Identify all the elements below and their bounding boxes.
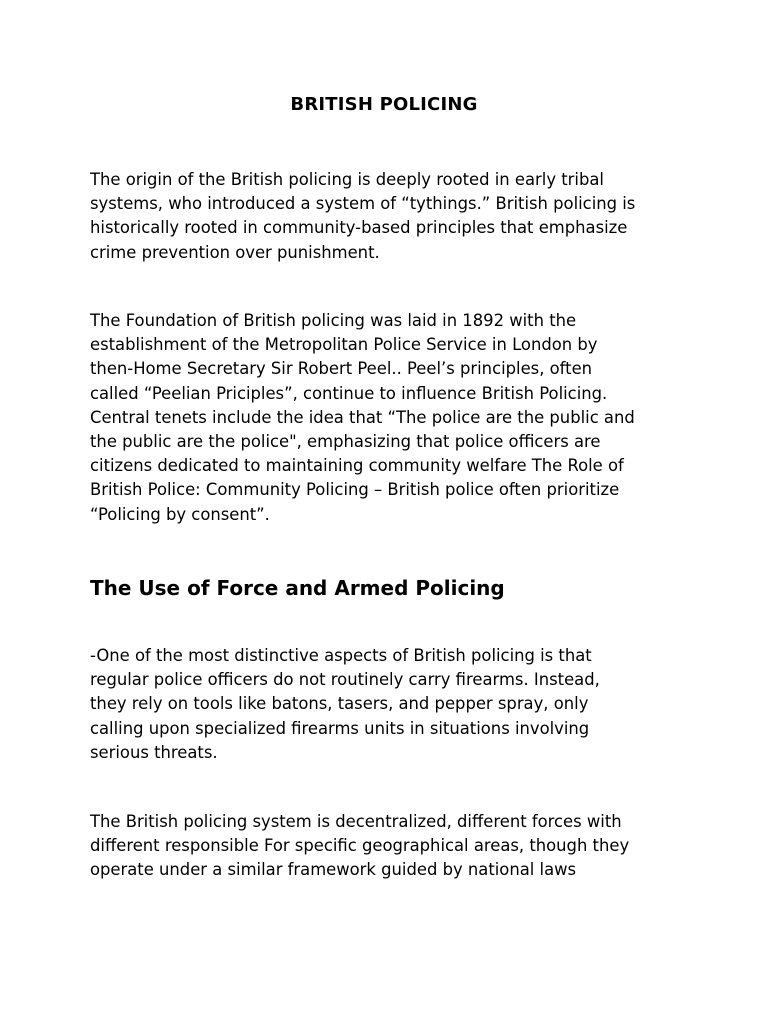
paragraph-line: establishment of the Metropolitan Police Service in London by	[90, 335, 598, 355]
paragraph-origin	[90, 168, 690, 265]
paragraph-line: calling upon specialized firearms units in situations involving	[90, 718, 590, 738]
paragraph-line: crime prevention over punishment.	[90, 242, 380, 262]
paragraph-line: operate under a similar framework guided by national laws	[90, 860, 577, 880]
paragraph-decentralized	[90, 810, 690, 883]
paragraph-line: regular police officers do not routinely carry firearms. Instead,	[90, 670, 600, 690]
paragraph-line: then-Home Secretary Sir Robert Peel.. Peel’s principles, often	[90, 359, 593, 379]
paragraph-line: -One of the most distinctive aspects of British policing is that	[90, 646, 592, 665]
paragraph-line: serious threats.	[90, 742, 218, 762]
paragraph-line: called “Peelian Priciples”, continue to influence British Policing.	[90, 383, 608, 403]
paragraph-line: systems, who introduced a system of “tythings.” British policing is	[90, 194, 636, 214]
document-title: BRITISH POLICING	[290, 94, 478, 115]
paragraph-line: British Police: Community Policing – British police often prioritize	[90, 480, 620, 500]
paragraph-line: citizens dedicated to maintaining community welfare The Role of	[90, 456, 624, 476]
paragraph-foundation	[90, 309, 690, 527]
paragraph-line: “Policing by consent”.	[90, 504, 270, 524]
paragraph-line: they rely on tools like batons, tasers, and pepper spray, only	[90, 694, 589, 714]
paragraph-line: The Foundation of British policing was laid in 1892 with the	[90, 311, 577, 330]
paragraph-line: the public are the police", emphasizing that police officers are	[90, 432, 601, 452]
paragraph-line: The origin of the British policing is deeply rooted in early tribal	[90, 170, 604, 189]
section-heading: The Use of Force and Armed Policing	[90, 576, 505, 600]
paragraph-firearms	[90, 644, 690, 765]
paragraph-line: The British policing system is decentralized, different forces with	[90, 812, 622, 831]
paragraph-line: different responsible For specific geographical areas, though they	[90, 836, 630, 856]
paragraph-line: Central tenets include the idea that “The police are the public and	[90, 407, 635, 427]
paragraph-line: historically rooted in community-based principles that emphasize	[90, 218, 628, 238]
